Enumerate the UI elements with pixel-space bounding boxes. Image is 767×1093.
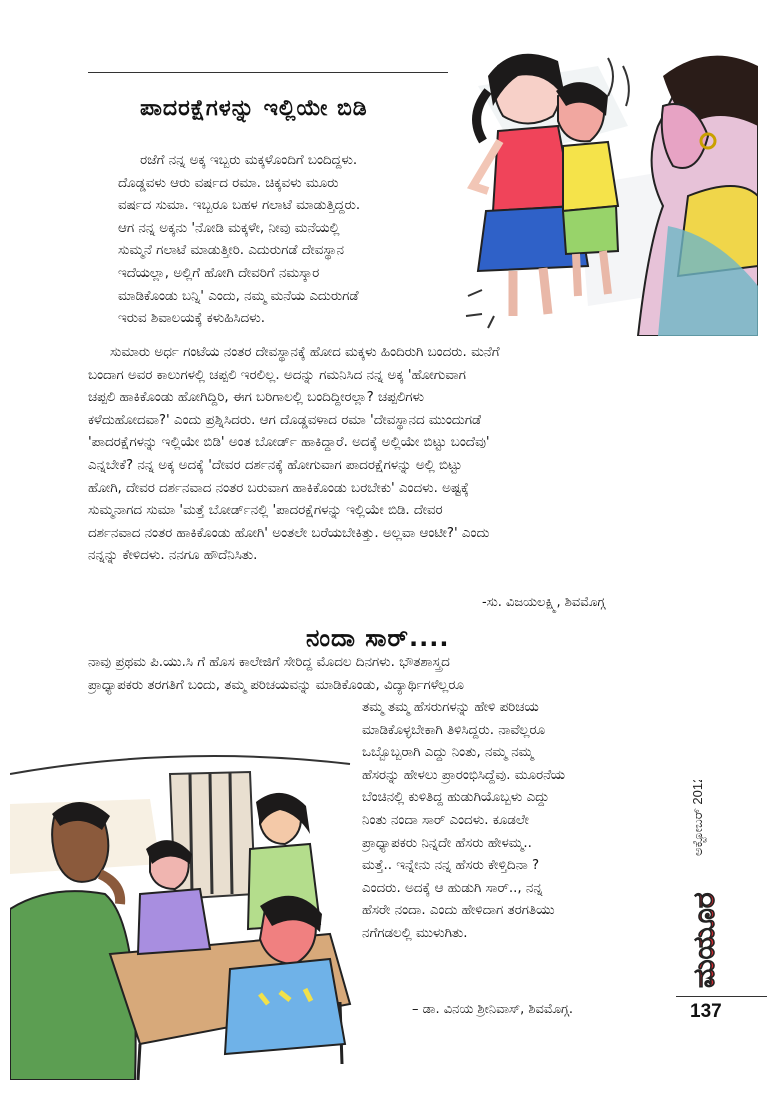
illustration-classroom: [10, 744, 358, 1080]
article2-title: ನಂದಾ ಸಾರ್....: [306, 624, 450, 652]
text-line: ಎಂದರು. ಅದಕ್ಕೆ ಆ ಹುಡುಗಿ ಸಾರ್.., ನನ್ನ: [362, 880, 543, 896]
article1-signature: -ಸು. ವಿಜಯಲಕ್ಷ್ಮಿ, ಶಿವಮೊಗ್ಗ: [482, 595, 606, 610]
text-line: ಹೆಸರೇ ನಂದಾ. ಎಂದು ಹೇಳಿದಾಗ ತರಗತಿಯು: [362, 903, 555, 919]
text-line: ಮತ್ತೆ.. ಇನ್ನೇನು ನನ್ನ ಹೆಸರು ಕೇಳ್ತಿದಿನಾ ?: [362, 858, 540, 874]
text-line: ನಗೆಗಡಲಲ್ಲಿ ಮುಳುಗಿತು.: [362, 925, 468, 941]
article1-paragraph-1: [118, 150, 448, 331]
issue-date: [684, 780, 710, 858]
text-line: ಪ್ರಾಧ್ಯಾಪಕರು ತರಗತಿಗೆ ಬಂದು, ತಮ್ಮ ಪರಿಚಯವನ್ನು ಮಾಡಿಕೊಂಡು, ವಿದ್ಯಾರ್ಥಿಗಳೆಲ್ಲರೂ: [88, 677, 464, 693]
text-line: ಸುಮಾರು ಅರ್ಧ ಗಂಟೆಯ ನಂತರ ದೇವಸ್ಥಾನಕ್ಕೆ ಹೋದ ಮಕ್ಕಳು ಹಿಂದಿರುಗಿ ಬಂದರು. ಮನೆಗೆ: [110, 345, 500, 360]
text-line: ಸುಮ್ಮನಾಗದ ಸುಮಾ 'ಮತ್ತೆ ಬೋರ್ಡ್‌ನಲ್ಲಿ 'ಪಾದರಕ್ಷೆಗಳನ್ನು ಇಲ್ಲಿಯೇ ಬಿಡಿ. ದೇವರ: [88, 503, 443, 519]
text-line: ಒಬ್ಬೊಬ್ಬರಾಗಿ ಎದ್ದು ನಿಂತು, ನಮ್ಮ ನಮ್ಮ: [362, 745, 534, 761]
magazine-logo-text: ಮಯೂರ: [687, 892, 722, 988]
text-line: ಪ್ರಾಧ್ಯಾಪಕರು ನಿನ್ನದೇ ಹೆಸರು ಹೇಳಮ್ಮ..: [362, 835, 532, 851]
illustration-girls-and-aunt: [458, 46, 758, 336]
text-line: ಚಪ್ಪಲಿ ಹಾಕಿಕೊಂಡು ಹೋಗಿದ್ದಿರಿ, ಈಗ ಬರಿಗಾಲಲ್ಲಿ ಬಂದಿದ್ದೀರಲ್ಲಾ? ಚಪ್ಪಲಿಗಳು: [88, 390, 425, 406]
page-number: 137: [690, 1001, 722, 1022]
article2-signature: – ಡಾ. ವಿನಯ ಶ್ರೀನಿವಾಸ್, ಶಿವಮೊಗ್ಗ.: [412, 1002, 573, 1017]
article2-paragraph-top: [88, 652, 668, 697]
text-line: ವರ್ಷದ ಸುಮಾ. ಇಬ್ಬರೂ ಬಹಳ ಗಲಾಟೆ ಮಾಡುತ್ತಿದ್ದರು.: [118, 198, 361, 214]
text-line: ನನ್ನನ್ನು ಕೇಳಿದಳು. ನನಗೂ ಹೌದೆನಿಸಿತು.: [88, 548, 258, 564]
text-line: ನಾವು ಪ್ರಥಮ ಪಿ.ಯು.ಸಿ ಗೆ ಹೊಸ ಕಾಲೇಜಿಗೆ ಸೇರಿದ್ದ ಮೊದಲ ದಿನಗಳು. ಭೌತಶಾಸ್ತ್ರದ: [88, 655, 450, 670]
text-line: ಸುಮ್ಮನೆ ಗಲಾಟೆ ಮಾಡುತ್ತೀರಿ. ಎದುರುಗಡೆ ದೇವಸ್ಥಾನ: [118, 243, 344, 259]
text-line: ಆಗ ನನ್ನ ಅಕ್ಕನು 'ನೋಡಿ ಮಕ್ಕಳೇ, ನೀವು ಮನೆಯಲ್ಲಿ: [118, 220, 340, 236]
text-line: ರಜೆಗೆ ನನ್ನ ಅಕ್ಕ ಇಬ್ಬರು ಮಕ್ಕಳೊಂದಿಗೆ ಬಂದಿದ್ದಳು.: [140, 153, 358, 168]
text-line: ಎನ್ನಬೇಕೆ? ನನ್ನ ಅಕ್ಕ ಅದಕ್ಕೆ 'ದೇವರ ದರ್ಶನಕ್ಕೆ ಹೋಗುವಾಗ ಪಾದರಕ್ಷೆಗಳನ್ನು ಅಲ್ಲಿ ಬಿಟ್ಟು: [88, 457, 463, 473]
text-line: ದರ್ಶನವಾದ ನಂತರ ಹಾಕಿಕೊಂಡು ಹೋಗಿ' ಅಂತಲೇ ಬರೆಯಬೇಕಿತ್ತು. ಅಲ್ಲವಾ ಆಂಟೀ?' ಎಂದು: [88, 525, 490, 541]
article2-paragraph-right: [362, 697, 668, 946]
text-line: ಹೆಸರನ್ನು ಹೇಳಲು ಪ್ರಾರಂಭಿಸಿದ್ದೆವು. ಮೂರನೆಯ: [362, 767, 566, 783]
text-line: ಕಳೆದುಹೋದವಾ?' ಎಂದು ಪ್ರಶ್ನಿಸಿದರು. ಆಗ ದೊಡ್ಡವಳಾದ ರಮಾ 'ದೇವಸ್ಥಾನದ ಮುಂದುಗಡೆ: [88, 412, 482, 428]
article1-paragraph-2: [88, 342, 668, 568]
text-line: ಮಾಡಿಕೊಂಡು ಬನ್ನಿ' ಎಂದು, ನಮ್ಮ ಮನೆಯ ಎದುರುಗಡೆ: [118, 288, 359, 304]
text-line: ಇರುವ ಶಿವಾಲಯಕ್ಕೆ ಕಳುಹಿಸಿದಳು.: [118, 311, 265, 327]
article1-title: ಪಾದರಕ್ಷೆಗಳನ್ನು ಇಲ್ಲಿಯೇ ಬಿಡಿ: [140, 96, 368, 121]
magazine-logo: [682, 862, 722, 992]
text-line: ನಿಂತು ನಂದಾ ಸಾರ್ ಎಂದಳು. ಕೂಡಲೇ: [362, 812, 529, 828]
issue-date-text: ಅಕ್ಟೋಬರ್ 2012: [690, 780, 705, 856]
text-line: ಹೋಗಿ, ದೇವರ ದರ್ಶನವಾದ ನಂತರ ಬರುವಾಗ ಹಾಕಿಕೊಂಡು ಬರಬೇಕು' ಎಂದಳು. ಅಷ್ಟಕ್ಕೆ: [88, 480, 469, 496]
text-line: 'ಪಾದರಕ್ಷೆಗಳನ್ನು ಇಲ್ಲಿಯೇ ಬಿಡಿ' ಅಂತ ಬೋರ್ಡ್ ಹಾಕಿದ್ದಾರೆ. ಅದಕ್ಕೆ ಅಲ್ಲಿಯೇ ಬಿಟ್ಟು ಬಂದೆವು': [88, 435, 490, 451]
text-line: ತಮ್ಮ ತಮ್ಮ ಹೆಸರುಗಳನ್ನು ಹೇಳಿ ಪರಿಚಯ: [362, 700, 539, 715]
text-line: ಬಂದಾಗ ಅವರ ಕಾಲುಗಳಲ್ಲಿ ಚಪ್ಪಲಿ ಇರಲಿಲ್ಲ. ಅದನ್ನು ಗಮನಿಸಿದ ನನ್ನ ಅಕ್ಕ 'ಹೋಗುವಾಗ: [88, 367, 466, 383]
text-line: ದೊಡ್ಡವಳು ಆರು ವರ್ಷದ ರಮಾ. ಚಿಕ್ಕವಳು ಮೂರು: [118, 175, 339, 191]
text-line: ಇದೆಯಲ್ಲಾ, ಅಲ್ಲಿಗೆ ಹೋಗಿ ದೇವರಿಗೆ ನಮಸ್ಕಾರ: [118, 265, 320, 281]
top-rule: [88, 72, 448, 73]
side-rule: [676, 996, 767, 997]
text-line: ಬೆಂಚಿನಲ್ಲಿ ಕುಳಿತಿದ್ದ ಹುಡುಗಿಯೊಬ್ಬಳು ಎದ್ದು: [362, 790, 550, 806]
text-line: ಮಾಡಿಕೊಳ್ಳಬೇಕಾಗಿ ತಿಳಿಸಿದ್ದರು. ನಾವೆಲ್ಲರೂ: [362, 722, 545, 738]
